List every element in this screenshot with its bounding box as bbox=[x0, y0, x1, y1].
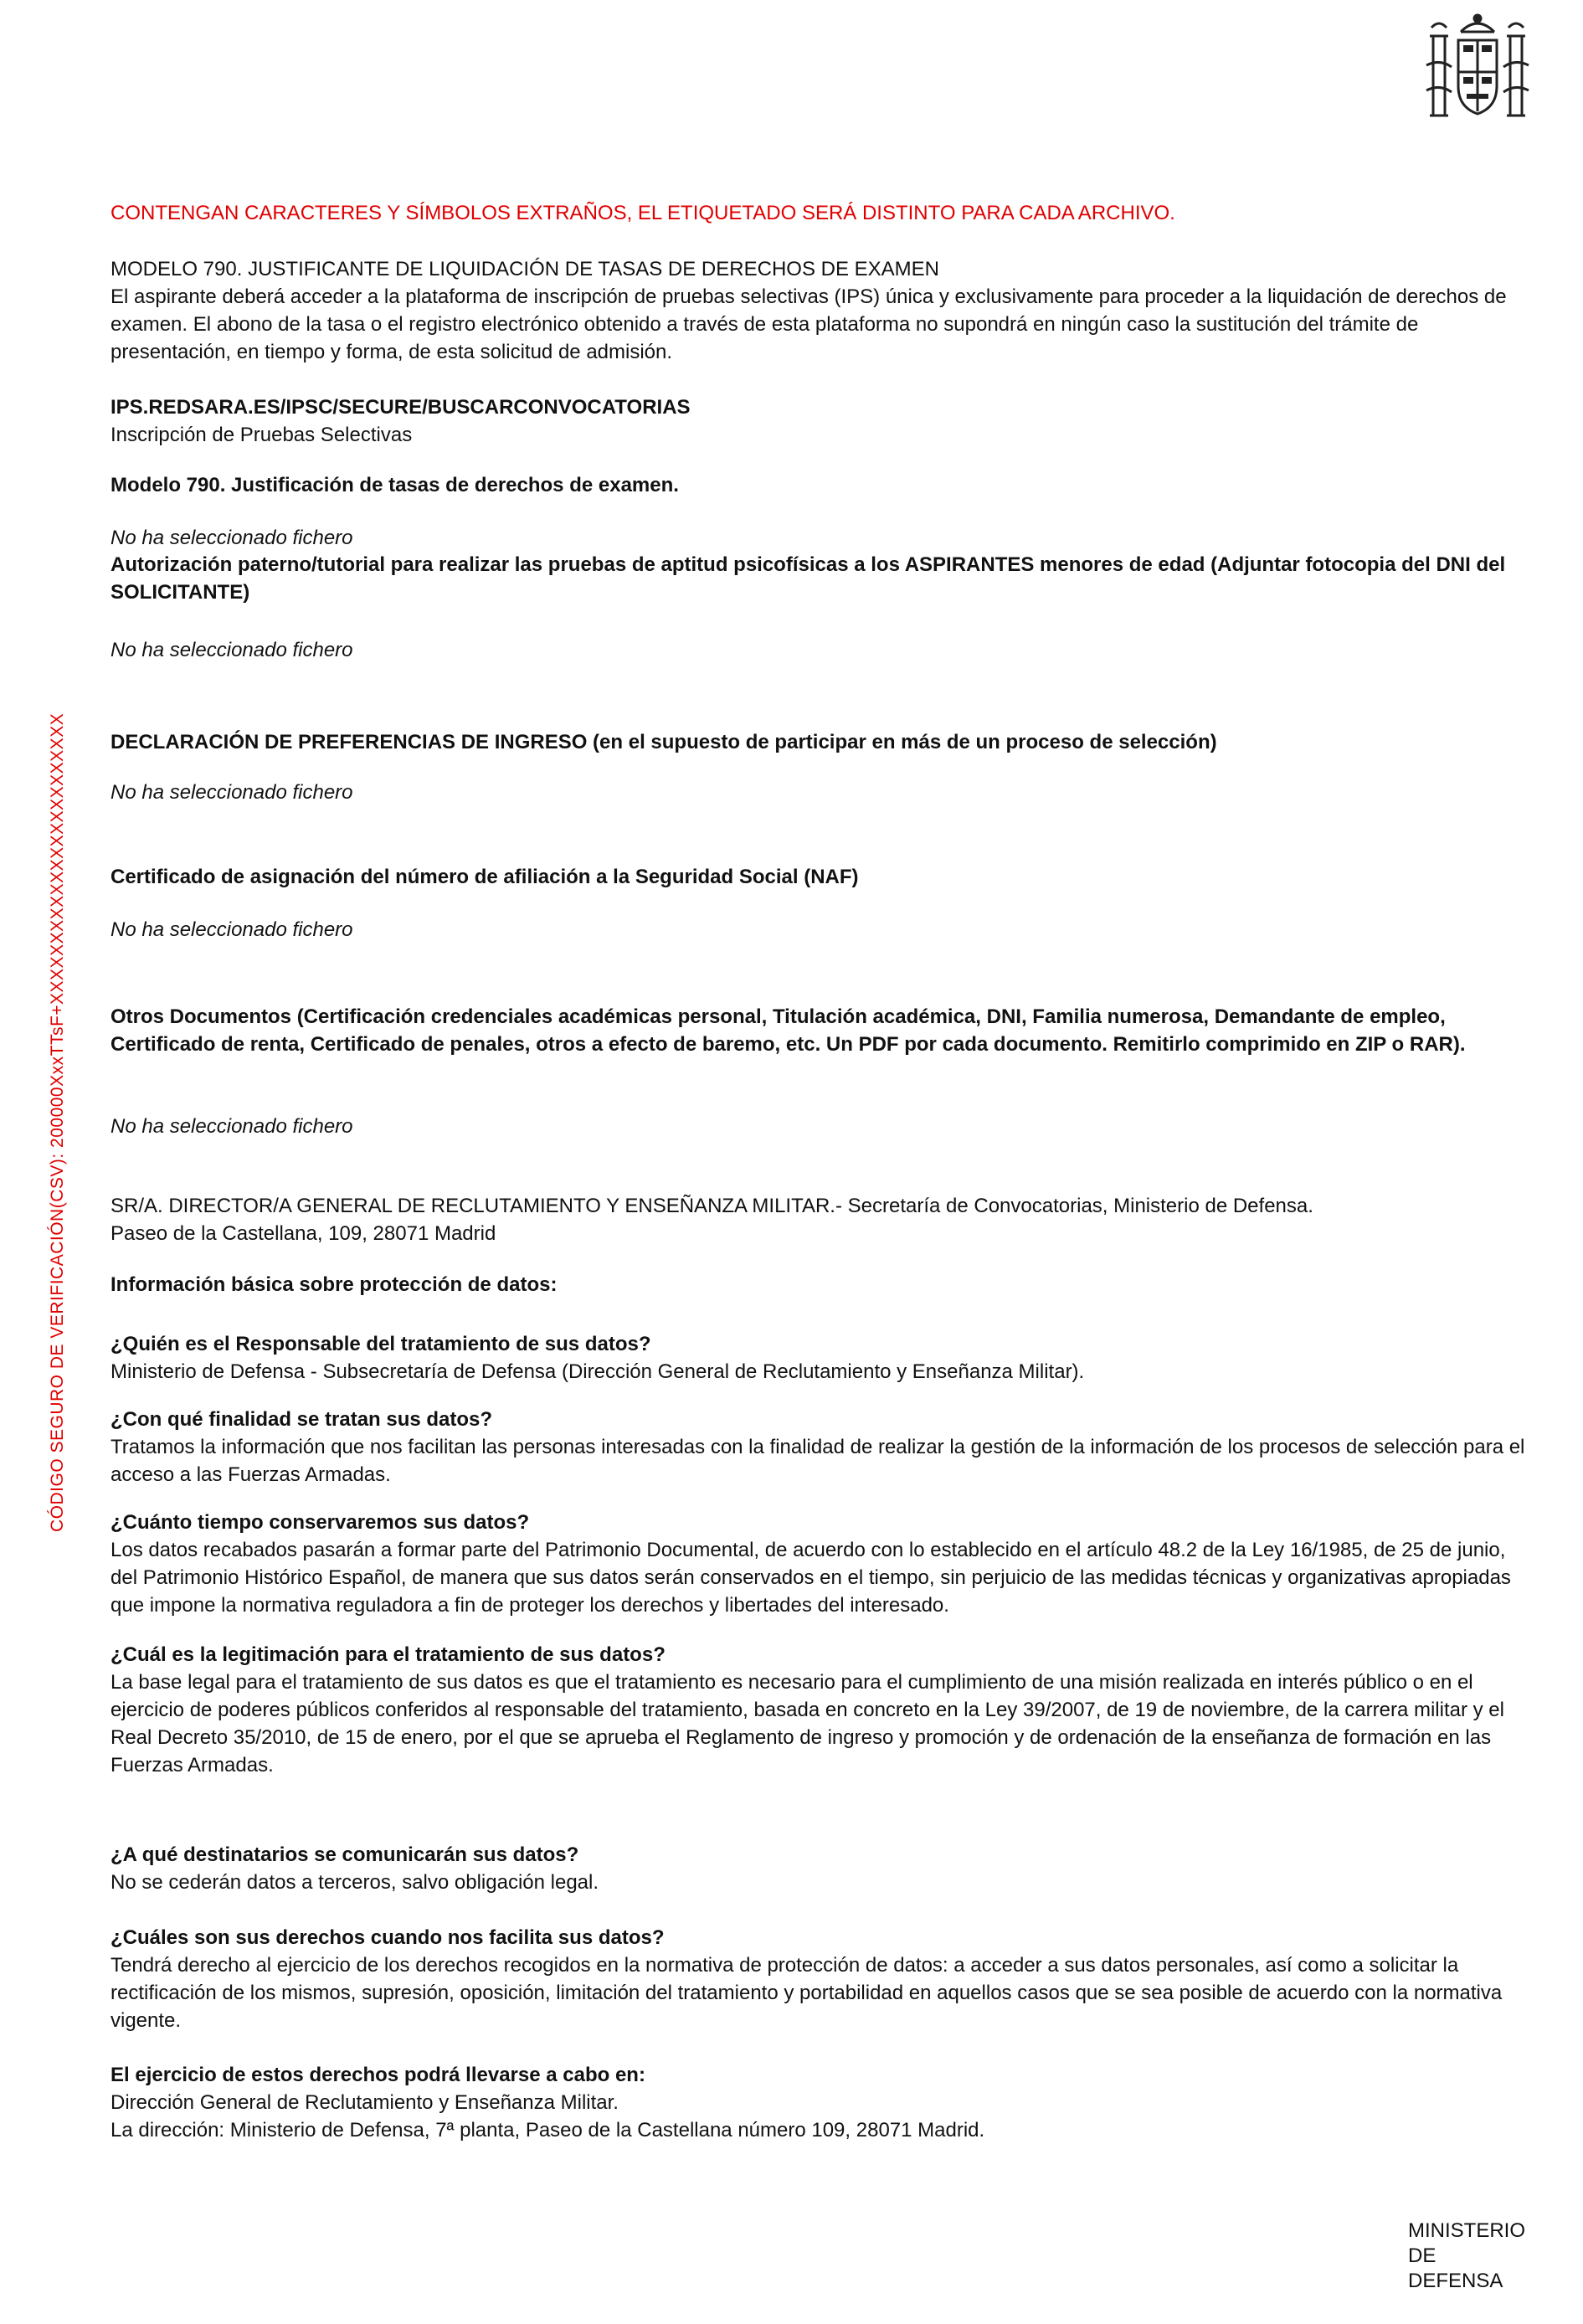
attachment-1-title: Modelo 790. Justificación de tasas de derechos de examen. bbox=[111, 474, 679, 496]
dp-question: ¿Cuáles son sus derechos cuando nos facilita sus datos? bbox=[111, 1926, 665, 1949]
dp-answer: Tratamos la información que nos facilitan las personas interesadas con la finalidad de realizar la gestión de la información de los procesos de selección para el acceso a las Fuerzas Armadas. bbox=[111, 1436, 1525, 1486]
dp-answer: Los datos recabados pasarán a formar parte del Patrimonio Documental, de acuerdo con lo establecido en el artículo 48.2 de la Ley 16/1985, de 25 de junio, del Patrimonio Histórico Español, de manera que sus datos serán conservados en el tiempo, sin perjuicio de las medidas técnicas y organizativas apropiadas que impone la normativa reguladora a fin de proteger los derechos y libertades del interesado. bbox=[111, 1539, 1511, 1617]
attachment-3-status[interactable]: No ha seleccionado fichero bbox=[111, 781, 353, 804]
ministry-footer bbox=[1408, 2219, 1525, 2294]
dp-section-responsable bbox=[111, 1330, 1534, 1386]
footer-line-2: DE bbox=[1408, 2244, 1437, 2267]
attachment-3-title: DECLARACIÓN DE PREFERENCIAS DE INGRESO (en el supuesto de participar en más de un proceso de selección) bbox=[111, 731, 1217, 753]
header-notice: CONTENGAN CARACTERES Y SÍMBOLOS EXTRAÑOS, EL ETIQUETADO SERÁ DISTINTO PARA CADA ARCHIVO. bbox=[111, 202, 1175, 224]
attachment-4-status[interactable]: No ha seleccionado fichero bbox=[111, 918, 353, 941]
dp-question: ¿Cuál es la legitimación para el tratamiento de sus datos? bbox=[111, 1643, 666, 1666]
data-protection-heading: Información básica sobre protección de datos: bbox=[111, 1273, 558, 1296]
attachment-2-title: Autorización paterno/tutorial para realizar las pruebas de aptitud psicofísicas a los ASPIRANTES menores de edad (Adjuntar fotocopia del DNI del SOLICITANTE) bbox=[111, 553, 1506, 604]
attachment-2-status[interactable]: No ha seleccionado fichero bbox=[111, 639, 353, 661]
dp-answer: La base legal para el tratamiento de sus datos es que el tratamiento es necesario para el cumplimiento de una misión realizada en interés público o en el ejercicio de poderes públicos conferidos al responsable del tratamiento, basada en concreto en la Ley 39/2007, de 19 de noviembre, de la carrera militar y el Real Decreto 35/2010, de 15 de enero, por el que se aprueba el Reglamento de ingreso y promoción y de ordenación de la enseñanza de formación en las Fuerzas Armadas. bbox=[111, 1671, 1504, 1776]
dp-rights-line-1: Dirección General de Reclutamiento y Enseñanza Militar. bbox=[111, 2091, 619, 2114]
addressee-line-2: Paseo de la Castellana, 109, 28071 Madrid bbox=[111, 1222, 496, 1245]
dp-answer: Tendrá derecho al ejercicio de los derechos recogidos en la normativa de protección de datos: a acceder a sus datos personales, así como a solicitar la rectificación de los mismos, supresión, oposición, limitación del tratamiento y portabilidad en aquellos casos que se sea posible de acuerdo con la normativa vigente. bbox=[111, 1954, 1503, 2032]
dp-rights-line-2: La dirección: Ministerio de Defensa, 7ª planta, Paseo de la Castellana número 109, 28071 Madrid. bbox=[111, 2119, 985, 2141]
modelo-790-body: El aspirante deberá acceder a la plataforma de inscripción de pruebas selectivas (IPS) única y exclusivamente para proceder a la liquidación de derechos de examen. El abono de la tasa o el registro electrónico obtenido a través de esta plataforma no supondrá en ningún caso la sustitución del trámite de presentación, en tiempo y forma, de esta solicitud de admisión. bbox=[111, 285, 1507, 363]
dp-rights-heading: El ejercicio de estos derechos podrá llevarse a cabo en: bbox=[111, 2064, 645, 2086]
dp-section-conservacion bbox=[111, 1509, 1534, 1619]
addressee-block bbox=[111, 1192, 1534, 1247]
attachment-5-status[interactable]: No ha seleccionado fichero bbox=[111, 1115, 353, 1138]
footer-line-3: DEFENSA bbox=[1408, 2270, 1503, 2292]
attachment-1-status[interactable]: No ha seleccionado fichero bbox=[111, 527, 353, 549]
coat-of-arms-logo bbox=[1423, 7, 1532, 132]
dp-question: ¿Quién es el Responsable del tratamiento de sus datos? bbox=[111, 1333, 651, 1355]
dp-question: ¿A qué destinatarios se comunicarán sus datos? bbox=[111, 1843, 579, 1866]
dp-section-finalidad bbox=[111, 1406, 1534, 1488]
dp-section-derechos bbox=[111, 1924, 1534, 2034]
addressee-line-1: SR/A. DIRECTOR/A GENERAL DE RECLUTAMIENTO Y ENSEÑANZA MILITAR.- Secretaría de Convocatorias, Ministerio de Defensa. bbox=[111, 1195, 1313, 1217]
modelo-790-section bbox=[111, 255, 1534, 366]
dp-answer: No se cederán datos a terceros, salvo obligación legal. bbox=[111, 1871, 599, 1894]
dp-answer: Ministerio de Defensa - Subsecretaría de Defensa (Dirección General de Reclutamiento y Enseñanza Militar). bbox=[111, 1360, 1085, 1383]
ips-section bbox=[111, 393, 1534, 449]
secure-verification-code: CÓDIGO SEGURO DE VERIFICACIÓN(CSV): 200000XxxTTsF+XXXXXXXXXXXXXXXXXXXXXXXX bbox=[48, 712, 67, 1532]
dp-rights-exercise bbox=[111, 2061, 1534, 2144]
dp-question: ¿Cuánto tiempo conservaremos sus datos? bbox=[111, 1511, 530, 1534]
attachment-4-title: Certificado de asignación del número de afiliación a la Seguridad Social (NAF) bbox=[111, 866, 859, 888]
ips-label: Inscripción de Pruebas Selectivas bbox=[111, 424, 413, 446]
dp-section-legitimacion bbox=[111, 1641, 1534, 1779]
attachment-5-title: Otros Documentos (Certificación credenciales académicas personal, Titulación académica, DNI, Familia numerosa, Demandante de empleo, Certificado de renta, Certificado de penales, otros a efecto de baremo, etc. Un PDF por cada documento. Remitirlo comprimido en ZIP o RAR). bbox=[111, 1005, 1466, 1056]
footer-line-1: MINISTERIO bbox=[1408, 2219, 1526, 2242]
dp-section-destinatarios bbox=[111, 1841, 1534, 1896]
ips-url-link[interactable]: IPS.REDSARA.ES/IPSC/SECURE/BUSCARCONVOCATORIAS bbox=[111, 396, 691, 419]
modelo-790-title: MODELO 790. JUSTIFICANTE DE LIQUIDACIÓN DE TASAS DE DERECHOS DE EXAMEN bbox=[111, 258, 939, 280]
dp-question: ¿Con qué finalidad se tratan sus datos? bbox=[111, 1408, 493, 1431]
